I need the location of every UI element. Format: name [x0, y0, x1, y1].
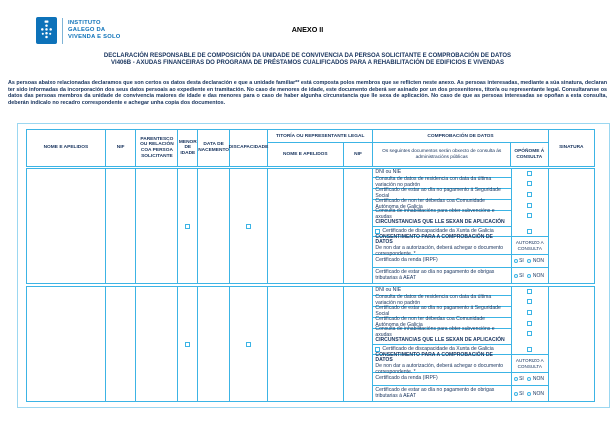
yes-label: SI — [519, 272, 524, 279]
titoria-nif-field[interactable] — [344, 169, 373, 283]
aeat-yes-radio[interactable] — [514, 392, 518, 396]
menor-idade-checkbox[interactable] — [185, 342, 190, 347]
doc-label: Certificado da renda (IRPF) — [375, 375, 438, 382]
doc-label: DNI ou NIE — [373, 169, 511, 178]
discapacidade-checkbox[interactable] — [246, 224, 251, 229]
docs-consult-area — [373, 287, 548, 401]
nif-field[interactable] — [106, 169, 137, 283]
data-nacemento-field[interactable] — [198, 169, 230, 283]
doc-label: Consulta de inhabilitacións para obter subvencións e axudas — [375, 208, 495, 220]
docs-consult-area — [373, 169, 548, 283]
doc-label: Certificado de estar ao día no pagamento á Seguridade Social — [373, 307, 511, 318]
consent-row-irpf — [373, 373, 547, 386]
titoria-nome-field[interactable] — [268, 287, 345, 401]
aeat-no-radio[interactable] — [527, 274, 531, 278]
oppose-checkbox-seguridade[interactable] — [527, 192, 532, 197]
no-label: NON — [532, 376, 544, 382]
annex-label: ANEXO II — [291, 25, 324, 34]
col-header-nif: NIF — [106, 130, 137, 166]
oppose-checkbox-residencia[interactable] — [527, 299, 532, 304]
consent-header-row — [373, 351, 547, 375]
col-group-titoria — [268, 130, 373, 166]
discapacidade-cell — [230, 287, 268, 401]
menor-idade-checkbox[interactable] — [185, 224, 190, 229]
menor-idade-cell — [178, 169, 198, 283]
col-header-comprobacion-group: COMPROBACIÓN DE DATOS — [373, 130, 547, 143]
circunstancias-header-row — [373, 337, 547, 345]
circunstancias-header-row — [373, 219, 547, 227]
nif-field[interactable] — [106, 287, 137, 401]
aeat-yes-radio[interactable] — [514, 274, 518, 278]
doc-label: Certificado de estar ao día no pagamento de obrigas tributarias á AEAT — [375, 268, 495, 281]
doc-label: Consulta de inhabilitacións para obter subvencións e axudas — [375, 326, 495, 338]
yes-label: SI — [519, 390, 524, 397]
no-label: NON — [532, 258, 544, 264]
oppose-checkbox-debedas[interactable] — [527, 203, 532, 208]
authorize-label: AUTORIZO A CONSULTA — [511, 355, 548, 372]
oppose-checkbox-inhabilitacions[interactable] — [527, 331, 532, 336]
col-header-data-nacemento: DATA DE NACEMENTO — [198, 130, 230, 166]
parentesco-field[interactable] — [136, 169, 178, 283]
nome-field[interactable] — [27, 169, 106, 283]
circunstancias-label: CIRCUNSTANCIAS QUE LLE SEXAN DE APLICACIÓN — [373, 337, 511, 345]
col-header-parentesco: PARENTESCO OU RELACIÓN COA PERSOA SOLICITANTE — [136, 130, 178, 166]
col-header-sinatura: SINATURA — [559, 145, 584, 151]
consent-title: CONSENTIMENTO PARA A COMPROBACIÓN DE DATOS — [375, 351, 493, 364]
doc-label: Consulta de datos de residencia con data da última variación no padrón — [373, 178, 511, 189]
doc-label: Certificado de estar ao día no pagamento á Seguridade Social — [373, 189, 511, 200]
parentesco-field[interactable] — [136, 287, 178, 401]
doc-label: Consulta de datos de residencia con data da última variación no padrón — [373, 296, 511, 307]
member-block-2 — [26, 286, 595, 402]
doc-label: Certificado de discapacidade da Xunta de Galicia — [382, 345, 494, 352]
data-nacemento-field[interactable] — [198, 287, 230, 401]
consent-header-row — [373, 233, 547, 257]
doc-label: Certificado da renda (IRPF) — [375, 257, 438, 264]
consent-row-aeat — [373, 386, 547, 401]
member-block-1 — [26, 168, 595, 284]
doc-label: Certificado de non ter débedas coa Comunidade Autónoma de Galicia — [373, 200, 511, 211]
form-title — [20, 53, 595, 68]
authorize-label: AUTORIZO A CONSULTA — [511, 237, 548, 254]
form-title-line2: VI406B - AXUDAS FINANCEIRAS DO PROGRAMA DE PRÉSTAMOS CUALIFICADOS PARA A REHABILITACIÓN DE EDIFICIOS E VIVENDAS — [111, 60, 504, 67]
declaration-text: As persoas abaixo relacionadas declaramos que son certos os datos desta declaración e que a unidade familiar** está composta polos membros que se reflicten neste anexo. As persoas interesadas, mediante a súa sinatura, declaran ter sido informadas da incorporación dos seus datos persoais ao expediente en tramitación. No caso de menores de idade, este documento deberá ser asinado por un dos proxenitores, titor/a ou representante legal. Consultaranse os datos das persoas membros da unidade de convivencia maiores de idade e das menores para o caso de haber algunha circunstancia que lle sexa de aplicación. No caso de que as persoas interesadas se opoñan a esta consulta, deberán indicalo no recadro correspondente e achegar unha copia dos documentos. — [8, 80, 607, 107]
aeat-no-radio[interactable] — [527, 392, 531, 396]
col-header-titoria-group: TITORÍA OU REPRESENTANTE LEGAL — [268, 130, 372, 143]
no-label: NON — [532, 390, 544, 397]
doc-label: Certificado de discapacidade da Xunta de Galicia — [382, 227, 494, 234]
form-frame — [17, 123, 610, 408]
oppose-checkbox-seguridade[interactable] — [527, 310, 532, 315]
oppose-checkbox-discapacidade[interactable] — [527, 347, 532, 352]
col-group-comprobacion — [373, 130, 548, 166]
oppose-checkbox-discapacidade[interactable] — [527, 229, 532, 234]
no-label: NON — [532, 272, 544, 279]
col-header-docs-note: Os seguintes documentos serán obxecto de consulta ás administracións públicas — [373, 143, 511, 166]
doc-row-inhabilitacions — [373, 208, 547, 220]
doc-label: Certificado de non ter débedas coa Comunidade Autónoma de Galicia — [373, 318, 511, 329]
consent-body: De non dar a autorización, deberá achegar o documento correspondente. * — [375, 245, 504, 257]
consent-row-aeat — [373, 268, 547, 283]
oppose-checkbox-residencia[interactable] — [527, 181, 532, 186]
consent-row-irpf — [373, 255, 547, 268]
col-header-titoria-nif: NIF — [354, 151, 362, 157]
oppose-checkbox-inhabilitacions[interactable] — [527, 213, 532, 218]
col-header-titoria-nome: NOME E APELIDOS — [268, 143, 344, 166]
irpf-no-radio[interactable] — [527, 259, 531, 263]
table-header-row — [26, 129, 595, 167]
logo-wordmark: INSTITUTO GALEGO DA VIVENDA E SOLO — [68, 20, 121, 40]
yes-label: SI — [519, 376, 524, 382]
oppose-checkbox-dni[interactable] — [527, 171, 532, 176]
consent-title: CONSENTIMENTO PARA A COMPROBACIÓN DE DATOS — [375, 233, 493, 246]
discapacidade-cell — [230, 169, 268, 283]
irpf-yes-radio[interactable] — [514, 377, 518, 381]
col-header-menor: MENOR DE IDADE — [178, 130, 198, 166]
col-header-opponome: OPÓÑOME Á CONSULTA — [514, 148, 545, 160]
irpf-yes-radio[interactable] — [514, 259, 518, 263]
discapacidade-checkbox[interactable] — [246, 342, 251, 347]
doc-row-inhabilitacions — [373, 326, 547, 338]
irpf-no-radio[interactable] — [527, 377, 531, 381]
consent-body: De non dar a autorización, deberá achegar o documento correspondente. * — [375, 363, 504, 375]
col-header-discapacidade: DISCAPACIDADE — [230, 130, 268, 166]
nome-field[interactable] — [27, 287, 106, 401]
menor-idade-cell — [178, 287, 198, 401]
yes-label: SI — [519, 258, 524, 264]
titoria-nome-field[interactable] — [268, 169, 345, 283]
col-header-nome: NOME E APELIDOS — [27, 130, 106, 166]
circunstancias-label: CIRCUNSTANCIAS QUE LLE SEXAN DE APLICACIÓN — [373, 219, 511, 227]
sinatura-field[interactable] — [549, 287, 594, 401]
form-title-line1: DECLARACIÓN RESPONSABLE DE COMPOSICIÓN DA UNIDADE DE CONVIVENCIA DA PERSOA SOLICITANTE E COMPROBACIÓN DE DATOS — [103, 53, 512, 59]
titoria-nif-field[interactable] — [344, 287, 373, 401]
sinatura-field[interactable] — [549, 169, 594, 283]
doc-label: DNI ou NIE — [373, 287, 511, 296]
oppose-checkbox-dni[interactable] — [527, 289, 532, 294]
doc-label: Certificado de estar ao día no pagamento de obrigas tributarias á AEAT — [375, 386, 495, 399]
oppose-checkbox-debedas[interactable] — [527, 321, 532, 326]
